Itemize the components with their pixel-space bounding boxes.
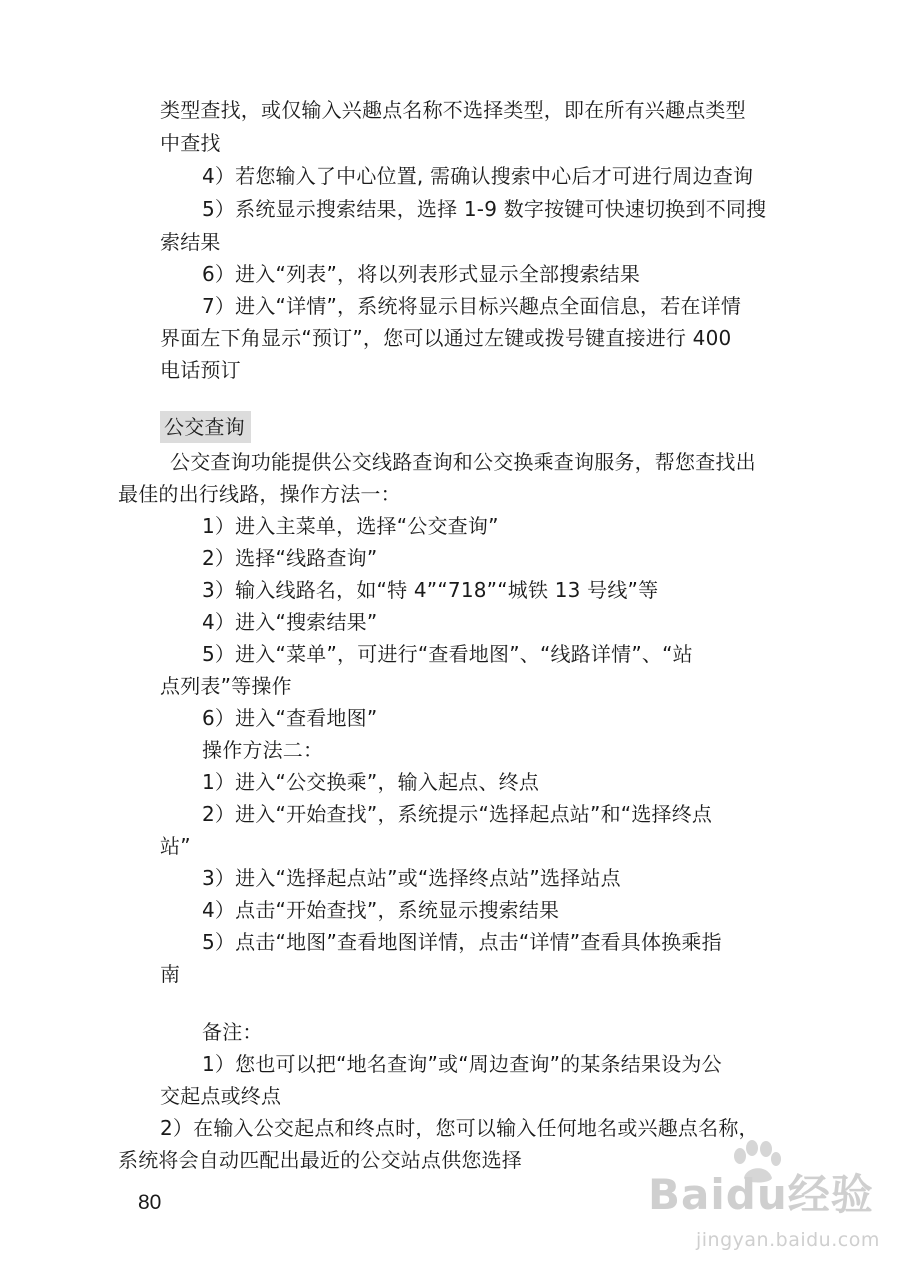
text-line: 操作方法二： [202,738,324,762]
text-line: 1）进入“公交换乘”，输入起点、终点 [202,770,540,794]
text-line: 备注： [202,1020,263,1044]
text-line: 5）进入“菜单”，可进行“查看地图”、“线路详情”、“站 [202,642,693,666]
text-line: 电话预订 [160,358,241,382]
text-line: 3）进入“选择起点站”或“选择终点站”选择站点 [202,866,621,890]
text-line: 类型查找，或仅输入兴趣点名称不选择类型，即在所有兴趣点类型 [160,98,746,122]
text-line: 6）进入“查看地图” [202,706,378,730]
text-line: 交起点或终点 [160,1084,282,1108]
text-line: 5）系统显示搜索结果，选择 1-9 数字按键可快速切换到不同搜 [202,197,767,221]
watermark-brand: Baidu经验 [648,1170,874,1219]
baidu-watermark [648,1140,888,1270]
text-line: 南 [160,962,181,986]
text-line: 2）进入“开始查找”，系统提示“选择起点站”和“选择终点 [202,802,713,826]
text-line: 2）选择“线路查询” [202,546,378,570]
text-line: 公交查询功能提供公交线路查询和公交换乘查询服务，帮您查找出 [170,450,756,474]
text-line: 2）在输入公交起点和终点时，您可以输入任何地名或兴趣点名称， [160,1116,759,1140]
text-line: 4）进入“搜索结果” [202,610,378,634]
text-line: 7）进入“详情”，系统将显示目标兴趣点全面信息，若在详情 [202,294,742,318]
text-line: 最佳的出行线路，操作方法一： [118,482,401,506]
text-line: 索结果 [160,230,221,254]
text-line: 系统将会自动匹配出最近的公交站点供您选择 [118,1148,522,1172]
text-line: 3）输入线路名，如“特 4”“718”“城铁 13 号线”等 [202,578,659,602]
text-line: 中查找 [160,131,221,155]
text-line: 5）点击“地图”查看地图详情，点击“详情”查看具体换乘指 [202,930,722,954]
text-line: 4）点击“开始查找”，系统显示搜索结果 [202,898,560,922]
text-line: 站” [160,834,191,858]
section-heading: 公交查询 [160,411,251,443]
text-line: 1）您也可以把“地名查询”或“周边查询”的某条结果设为公 [202,1052,722,1076]
page-number: 80 [138,1191,162,1214]
text-line: 界面左下角显示“预订”，您可以通过左键或拨号键直接进行 400 [160,326,732,350]
watermark-url: jingyan.baidu.com [696,1229,880,1251]
text-line: 1）进入主菜单，选择“公交查询” [202,514,499,538]
text-line: 点列表”等操作 [160,674,292,698]
text-line: 6）进入“列表”，将以列表形式显示全部搜索结果 [202,262,641,286]
text-line: 4）若您输入了中心位置, 需确认搜索中心后才可进行周边查询 [202,164,754,188]
